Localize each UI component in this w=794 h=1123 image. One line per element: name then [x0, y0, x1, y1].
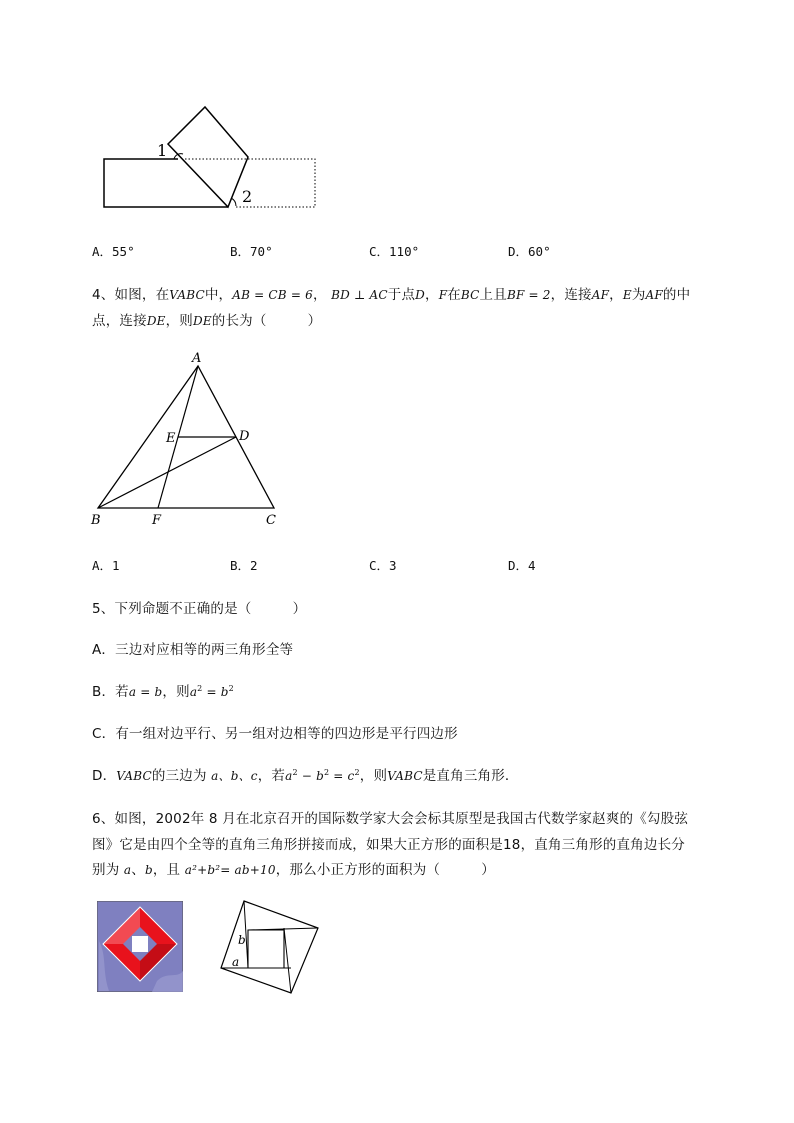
q6-stem-line3: 别为 a、b，且 a²+b²= ab+10，那么小正方形的面积为（ ） [92, 862, 495, 878]
q5-option-c: C．有一组对边平行、另一组对边相等的四边形是平行四边形 [92, 726, 458, 742]
q6-inner-square [248, 930, 284, 968]
q6-congress-logo [97, 901, 183, 992]
q4-label-e: E [166, 431, 176, 446]
q5-stem: 5、下列命题不正确的是（ ） [92, 601, 307, 617]
q4-option-a: A．1 [92, 558, 120, 573]
q4-stem-line1: 4、如图，在VABC中，AB = CB = 6， BD ⊥ AC于点D，F在BC上且BF = 2，连接AF，E为AF的中 [92, 287, 691, 303]
q5-option-d: D．VABC的三边为 a、b、c，若$a^2 - b^2 = c^2$，则VABC是直角三角形． [92, 768, 519, 784]
q4-option-c: C．3 [369, 558, 397, 573]
q6-label-a: a [232, 955, 240, 969]
q3-strip-solid [104, 159, 228, 207]
q3-folded-strip [168, 107, 248, 207]
q3-label-2: 2 [242, 187, 253, 206]
q3-option-b: B．70° [230, 244, 273, 259]
q4-option-d: D．4 [508, 558, 536, 573]
q4-figure [88, 348, 288, 530]
q3-figure [95, 100, 325, 212]
q3-label-1: 1 [157, 141, 168, 160]
q5-option-a: A．三边对应相等的两三角形全等 [92, 642, 294, 658]
q6-label-b: b [238, 933, 246, 947]
q4-segment-bd [98, 437, 236, 508]
q3-option-d: D．60° [508, 244, 551, 259]
q4-label-a: A [192, 351, 202, 366]
q4-label-c: C [266, 513, 276, 528]
q6-stem-line2: 图》它是由四个全等的直角三角形拼接而成，如果大正方形的面积是18，直角三角形的直角边长分 [92, 837, 685, 853]
q6-pythagoras-figure [214, 898, 326, 998]
q4-option-b: B．2 [230, 558, 258, 573]
q3-option-c: C．110° [369, 244, 420, 259]
q4-label-f: F [152, 513, 162, 528]
q6-stem-line1: 6、如图，2002年 8 月在北京召开的国际数学家大会会标其原型是我国古代数学家赵爽的《勾股弦 [92, 811, 689, 827]
q3-option-a: A．55° [92, 244, 135, 259]
q4-label-b: B [91, 513, 101, 528]
q5-option-b: B．若a = b，则$a^2 = b^2$ [92, 684, 234, 700]
q6-outer-square [221, 901, 318, 993]
q4-label-d: D [239, 429, 250, 444]
q4-stem-line2: 点，连接DE，则DE的长为（ ） [92, 313, 322, 329]
